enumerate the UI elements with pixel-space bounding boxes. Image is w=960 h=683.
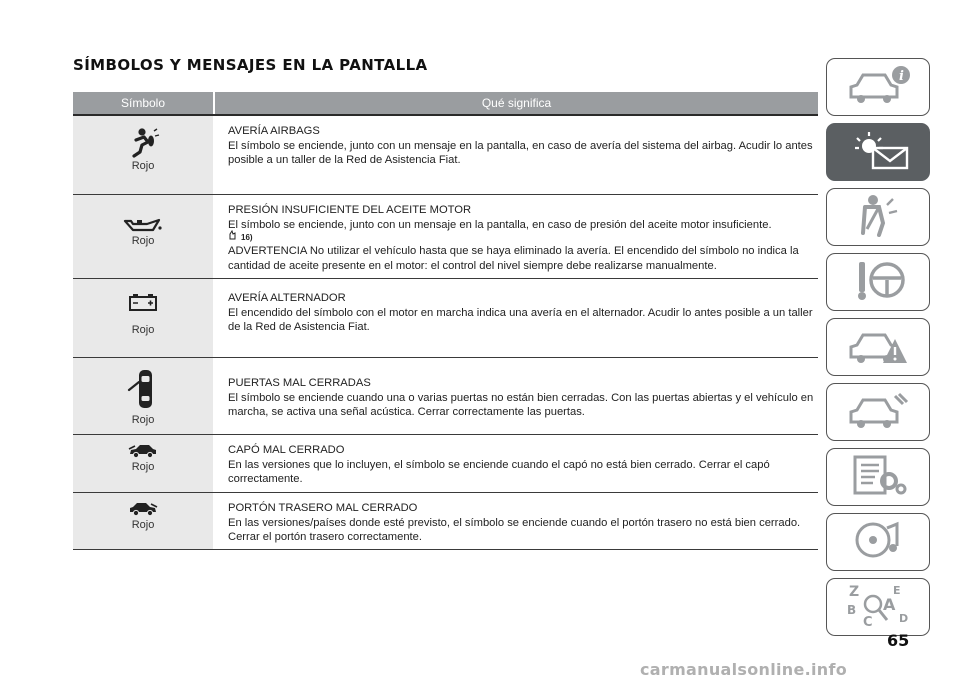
- table-row: [73, 493, 818, 550]
- airbag-person-icon: [126, 128, 160, 158]
- symbol-color: Rojo: [131, 461, 155, 473]
- car-door-open-icon: [126, 368, 160, 412]
- table-header: [73, 92, 818, 116]
- meaning-cell: [213, 195, 818, 278]
- oil-can-icon: [123, 217, 163, 233]
- tab-maintenance[interactable]: [826, 383, 930, 441]
- tab-emergency[interactable]: [826, 318, 930, 376]
- page-title: SÍMBOLOS Y MENSAJES EN LA PANTALLA: [73, 56, 428, 74]
- meaning-cell: [213, 435, 818, 492]
- meaning-cell: [213, 116, 818, 194]
- car-maintenance-icon: [843, 388, 913, 437]
- row-description: El encendido del símbolo con el motor en marcha indica una avería en el alternador. Acudir lo antes posible a un taller de la Red de Asistencia Fiat.: [228, 306, 813, 333]
- row-description: En las versiones que lo incluyen, el símbolo se enciende cuando el capó no está bien cerrado. Cerrar el capó correctamente.: [228, 458, 770, 485]
- tab-multimedia[interactable]: [826, 513, 930, 571]
- tab-starting-driving[interactable]: [826, 253, 930, 311]
- tab-safety[interactable]: [826, 188, 930, 246]
- chapter-tabs: [826, 58, 930, 643]
- car-trunk-open-icon: [128, 501, 158, 517]
- index-letter: E: [893, 583, 901, 597]
- column-header-symbol: Símbolo: [120, 96, 166, 110]
- index-letter: B: [847, 602, 857, 617]
- index-letter: D: [899, 611, 909, 625]
- tab-warning-lights[interactable]: [826, 123, 930, 181]
- car-emergency-icon: [843, 323, 913, 372]
- steering-key-icon: [843, 258, 913, 307]
- car-hood-open-icon: [128, 443, 158, 459]
- watermark: carmanualsonline.info: [640, 660, 848, 679]
- symbol-color: Rojo: [131, 324, 155, 336]
- tab-index[interactable]: [826, 578, 930, 636]
- page-number: 65: [887, 631, 910, 650]
- tab-car-info[interactable]: [826, 58, 930, 116]
- row-description: El símbolo se enciende cuando una o varias puertas no están bien cerradas. Con las puertas abiertas y el vehículo en marcha, se activa una señal acústica. Cerrar correctamente las puertas.: [228, 391, 814, 418]
- row-description: El símbolo se enciende, junto con un mensaje en la pantalla, en caso de presión del aceite motor insuficiente.: [228, 218, 772, 231]
- row-heading: AVERÍA ALTERNADOR: [228, 292, 346, 304]
- column-header-meaning: Qué significa: [213, 92, 818, 114]
- symbol-color: Rojo: [131, 160, 155, 172]
- symbol-color: Rojo: [131, 414, 155, 426]
- meaning-cell: [213, 493, 818, 549]
- row-heading: AVERÍA AIRBAGS: [228, 125, 320, 137]
- symbol-cell: [73, 358, 213, 434]
- table-row: [73, 435, 818, 493]
- meaning-cell: [213, 358, 818, 434]
- tab-technical-data[interactable]: [826, 448, 930, 506]
- table-row: [73, 116, 818, 195]
- table-row: [73, 195, 818, 279]
- row-heading: CAPÓ MAL CERRADO: [228, 444, 345, 456]
- symbol-color: Rojo: [131, 519, 155, 531]
- battery-icon: [128, 292, 158, 312]
- warning-reference: [228, 232, 818, 244]
- index-letter: A: [883, 594, 896, 614]
- multimedia-icon: [843, 518, 913, 567]
- row-description: El símbolo se enciende, junto con un mensaje en la pantalla, en caso de avería del sistema del airbag. Acudir lo antes posible a un taller de la Red de Asistencia Fiat.: [228, 139, 813, 166]
- warning-ref-number: 16): [241, 232, 253, 242]
- row-heading: PUERTAS MAL CERRADAS: [228, 377, 371, 389]
- symbol-cell: [73, 493, 213, 549]
- alphabetical-index-icon: [843, 580, 913, 635]
- index-letter: C: [863, 614, 873, 630]
- symbol-cell: [73, 195, 213, 278]
- svg-text:i: i: [899, 68, 904, 84]
- specs-gear-icon: [843, 453, 913, 502]
- symbol-color: Rojo: [131, 235, 155, 247]
- row-heading: PRESIÓN INSUFICIENTE DEL ACEITE MOTOR: [228, 204, 472, 216]
- seat-belt-safety-icon: [843, 193, 913, 242]
- row-description: En las versiones/países donde esté previsto, el símbolo se enciende cuando el portón trasero no está bien cerrado. Cerrar el portón trasero correctamente.: [228, 516, 801, 543]
- symbols-table: [73, 92, 818, 550]
- warning-light-message-icon: [843, 128, 913, 177]
- row-warning-text: ADVERTENCIA No utilizar el vehículo hasta que se haya eliminado la avería. El encendido del símbolo no indica la cantidad de aceite presente en el motor: el control del nivel siempre debe realizarse manualmente.: [228, 245, 799, 272]
- meaning-cell: [213, 279, 818, 357]
- table-row: [73, 279, 818, 358]
- row-heading: PORTÓN TRASERO MAL CERRADO: [228, 502, 418, 514]
- symbol-cell: [73, 279, 213, 357]
- index-letter: Z: [849, 583, 860, 600]
- symbol-cell: [73, 116, 213, 194]
- table-row: [73, 358, 818, 435]
- symbol-cell: [73, 435, 213, 492]
- car-info-icon: [843, 63, 913, 112]
